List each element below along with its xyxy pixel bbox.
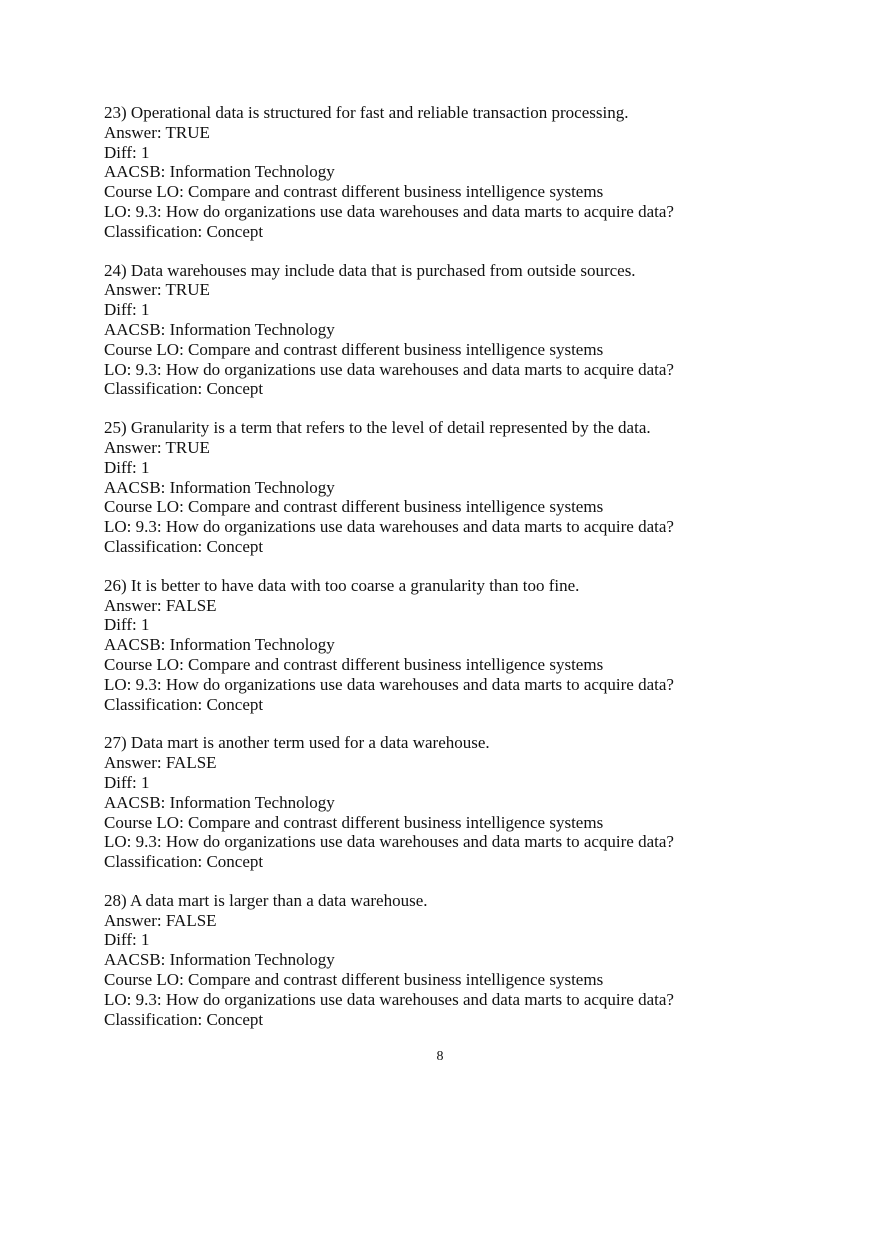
question-text: 26) It is better to have data with too coarse a granularity than too fine. bbox=[104, 575, 580, 595]
difficulty-line: Diff: 1 bbox=[104, 615, 150, 635]
question-item bbox=[104, 418, 804, 557]
lo-line: LO: 9.3: How do organizations use data warehouses and data marts to acquire data? bbox=[104, 359, 674, 379]
lo-line: LO: 9.3: How do organizations use data warehouses and data marts to acquire data? bbox=[104, 674, 674, 694]
classification-line: Classification: Concept bbox=[104, 536, 264, 556]
answer-line: Answer: FALSE bbox=[104, 910, 217, 930]
answer-line: Answer: TRUE bbox=[104, 437, 210, 457]
answer-line: Answer: TRUE bbox=[104, 280, 210, 300]
aacsb-line: AACSB: Information Technology bbox=[104, 792, 335, 812]
aacsb-line: AACSB: Information Technology bbox=[104, 635, 335, 655]
course-lo-line: Course LO: Compare and contrast different business intelligence systems bbox=[104, 497, 604, 517]
question-text: 25) Granularity is a term that refers to the level of detail represented by the data. bbox=[104, 418, 651, 438]
aacsb-line: AACSB: Information Technology bbox=[104, 319, 335, 339]
page-number: 8 bbox=[436, 1049, 444, 1064]
answer-line: Answer: FALSE bbox=[104, 595, 217, 615]
answer-line: Answer: TRUE bbox=[104, 122, 210, 142]
difficulty-line: Diff: 1 bbox=[104, 930, 150, 950]
question-item bbox=[104, 261, 804, 400]
question-text: 23) Operational data is structured for fast and reliable transaction processing. bbox=[104, 103, 629, 122]
lo-line: LO: 9.3: How do organizations use data warehouses and data marts to acquire data? bbox=[104, 832, 674, 852]
question-item bbox=[104, 891, 804, 1030]
course-lo-line: Course LO: Compare and contrast different business intelligence systems bbox=[104, 339, 604, 359]
aacsb-line: AACSB: Information Technology bbox=[104, 162, 335, 182]
lo-line: LO: 9.3: How do organizations use data warehouses and data marts to acquire data? bbox=[104, 517, 674, 537]
question-item bbox=[104, 103, 804, 242]
course-lo-line: Course LO: Compare and contrast different business intelligence systems bbox=[104, 182, 604, 202]
difficulty-line: Diff: 1 bbox=[104, 142, 150, 162]
question-item bbox=[104, 733, 804, 872]
difficulty-line: Diff: 1 bbox=[104, 457, 150, 477]
classification-line: Classification: Concept bbox=[104, 221, 264, 241]
lo-line: LO: 9.3: How do organizations use data warehouses and data marts to acquire data? bbox=[104, 201, 674, 221]
course-lo-line: Course LO: Compare and contrast different business intelligence systems bbox=[104, 812, 604, 832]
classification-line: Classification: Concept bbox=[104, 694, 264, 714]
difficulty-line: Diff: 1 bbox=[104, 772, 150, 792]
question-text: 28) A data mart is larger than a data warehouse. bbox=[104, 890, 428, 910]
difficulty-line: Diff: 1 bbox=[104, 300, 150, 320]
answer-line: Answer: FALSE bbox=[104, 753, 217, 773]
classification-line: Classification: Concept bbox=[104, 379, 264, 399]
question-text: 27) Data mart is another term used for a data warehouse. bbox=[104, 733, 490, 753]
question-text: 24) Data warehouses may include data that is purchased from outside sources. bbox=[104, 260, 636, 280]
question-list bbox=[104, 103, 804, 1048]
aacsb-line: AACSB: Information Technology bbox=[104, 950, 335, 970]
classification-line: Classification: Concept bbox=[104, 852, 264, 872]
course-lo-line: Course LO: Compare and contrast different business intelligence systems bbox=[104, 654, 604, 674]
classification-line: Classification: Concept bbox=[104, 1009, 264, 1029]
course-lo-line: Course LO: Compare and contrast different business intelligence systems bbox=[104, 970, 604, 990]
lo-line: LO: 9.3: How do organizations use data warehouses and data marts to acquire data? bbox=[104, 989, 674, 1009]
question-item bbox=[104, 576, 804, 715]
aacsb-line: AACSB: Information Technology bbox=[104, 477, 335, 497]
